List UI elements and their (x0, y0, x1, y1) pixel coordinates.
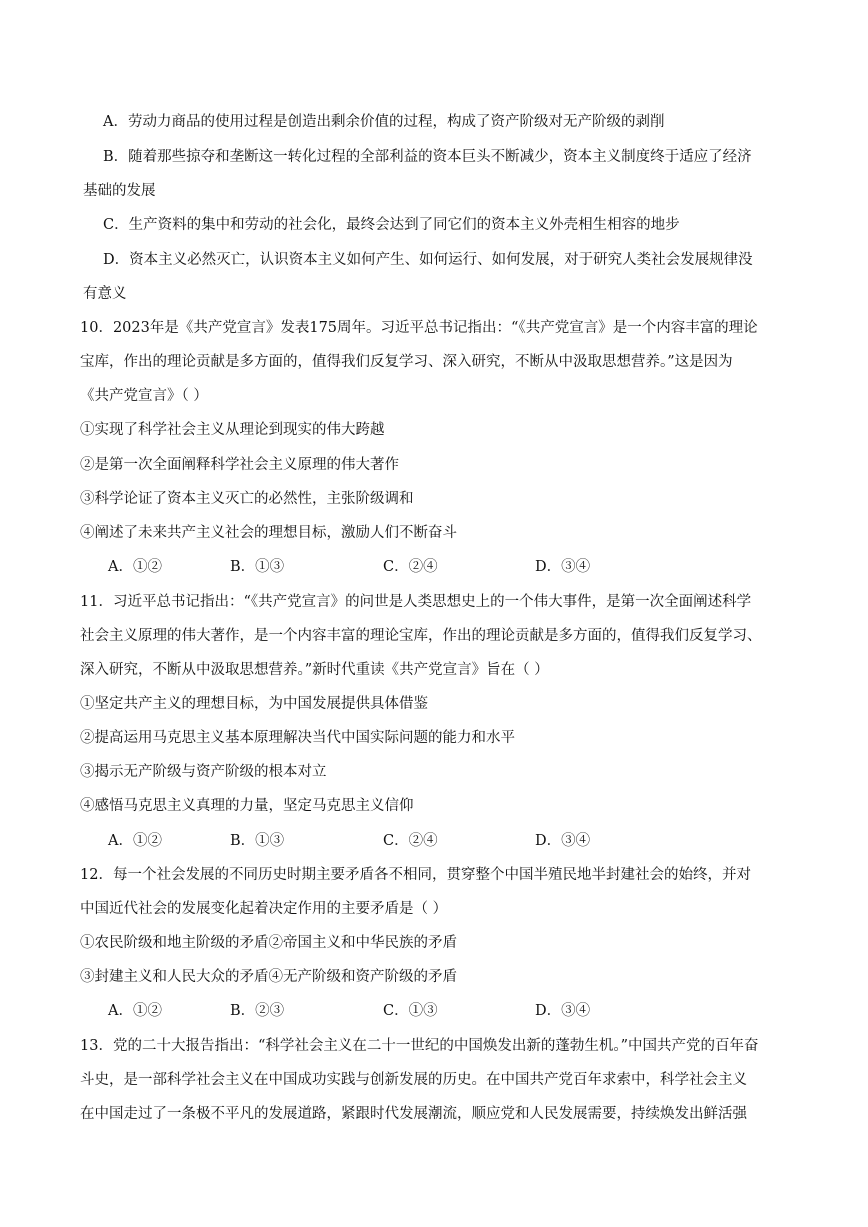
q11-statement-4: ④感悟马克思主义真理的力量，坚定马克思主义信仰 (80, 798, 414, 814)
q9-option-b: B．随着那些掠夺和垄断这一转化过程的全部利益的资本巨头不断减少，资本主义制度终于适应了经济 (103, 149, 752, 165)
q12-stem-line1: 12．每一个社会发展的不同历史时期主要矛盾各不相同，贯穿整个中国半殖民地半封建社会的始终，并对 (80, 867, 751, 883)
q10-stem-line1: 10．2023年是《共产党宣言》发表175周年。习近平总书记指出：“《共产党宣言》是一个内容丰富的理论 (80, 320, 758, 336)
q10-statement-2: ②是第一次全面阐释科学社会主义原理的伟大著作 (80, 457, 399, 473)
q12-statements-1-2: ①农民阶级和地主阶级的矛盾②帝国主义和中华民族的矛盾 (80, 935, 457, 951)
q9-option-c: C．生产资料的集中和劳动的社会化，最终会达到了同它们的资本主义外壳相生相容的地步 (103, 217, 680, 233)
q9-option-d: D．资本主义必然灭亡，认识资本主义如何产生、如何运行、如何发展，对于研究人类社会发展规律没 (103, 252, 753, 268)
q10-stem-line3: 《共产党宣言》（ ） (80, 388, 208, 404)
q11-stem-line2: 社会主义原理的伟大著作，是一个内容丰富的理论宝库，作出的理论贡献是多方面的，值得我们反复学习、 (80, 628, 762, 644)
q11-statement-2: ②提高运用马克思主义基本原理解决当代中国实际问题的能力和水平 (80, 730, 515, 746)
q10-option-d: D．③④ (535, 559, 591, 575)
q9-option-b-cont: 基础的发展 (83, 183, 156, 199)
q11-stem-line3: 深入研究，不断从中汲取思想营养。”新时代重读《共产党宣言》旨在（ ） (80, 662, 549, 678)
q13-stem-line2: 斗史，是一部科学社会主义在中国成功实践与创新发展的历史。在中国共产党百年求索中，科学社会主义 (80, 1072, 747, 1088)
q11-statement-1: ①坚定共产主义的理想目标，为中国发展提供具体借鉴 (80, 696, 428, 712)
q12-option-c: C．①③ (383, 1003, 438, 1019)
q11-stem-line1: 11．习近平总书记指出：“《共产党宣言》的问世是人类思想史上的一个伟大事件，是第一次全面阐述科学 (80, 594, 752, 610)
q10-option-c: C．②④ (383, 559, 438, 575)
q11-option-c: C．②④ (383, 833, 438, 849)
q10-option-a: A．①② (108, 559, 162, 575)
q9-option-d-cont: 有意义 (83, 286, 127, 302)
q10-statement-4: ④阐述了未来共产主义社会的理想目标，激励人们不断奋斗 (80, 525, 457, 541)
q13-stem-line1: 13．党的二十大报告指出：“科学社会主义在二十一世纪的中国焕发出新的蓬勃生机。”中国共产党的百年奋 (80, 1038, 759, 1054)
q12-stem-line2: 中国近代社会的发展变化起着决定作用的主要矛盾是（ ） (80, 901, 448, 917)
q12-option-b: B．②③ (230, 1003, 285, 1019)
q11-option-d: D．③④ (535, 833, 591, 849)
q9-option-a: A．劳动力商品的使用过程是创造出剩余价值的过程，构成了资产阶级对无产阶级的剥削 (103, 114, 665, 130)
q12-statements-3-4: ③封建主义和人民大众的矛盾④无产阶级和资产阶级的矛盾 (80, 969, 457, 985)
q11-option-a: A．①② (108, 833, 162, 849)
q13-stem-line3: 在中国走过了一条极不平凡的发展道路，紧跟时代发展潮流，顺应党和人民发展需要，持续焕发出鲜活强 (80, 1106, 747, 1122)
q10-option-b: B．①③ (230, 559, 285, 575)
q10-stem-line2: 宝库，作出的理论贡献是多方面的，值得我们反复学习、深入研究，不断从中汲取思想营养。”这是因为 (80, 354, 733, 370)
q10-statement-1: ①实现了科学社会主义从理论到现实的伟大跨越 (80, 422, 385, 438)
q12-option-a: A．①② (108, 1003, 162, 1019)
q12-option-d: D．③④ (535, 1003, 591, 1019)
q11-option-b: B．①③ (230, 833, 285, 849)
q11-statement-3: ③揭示无产阶级与资产阶级的根本对立 (80, 764, 327, 780)
q10-statement-3: ③科学论证了资本主义灭亡的必然性，主张阶级调和 (80, 491, 414, 507)
